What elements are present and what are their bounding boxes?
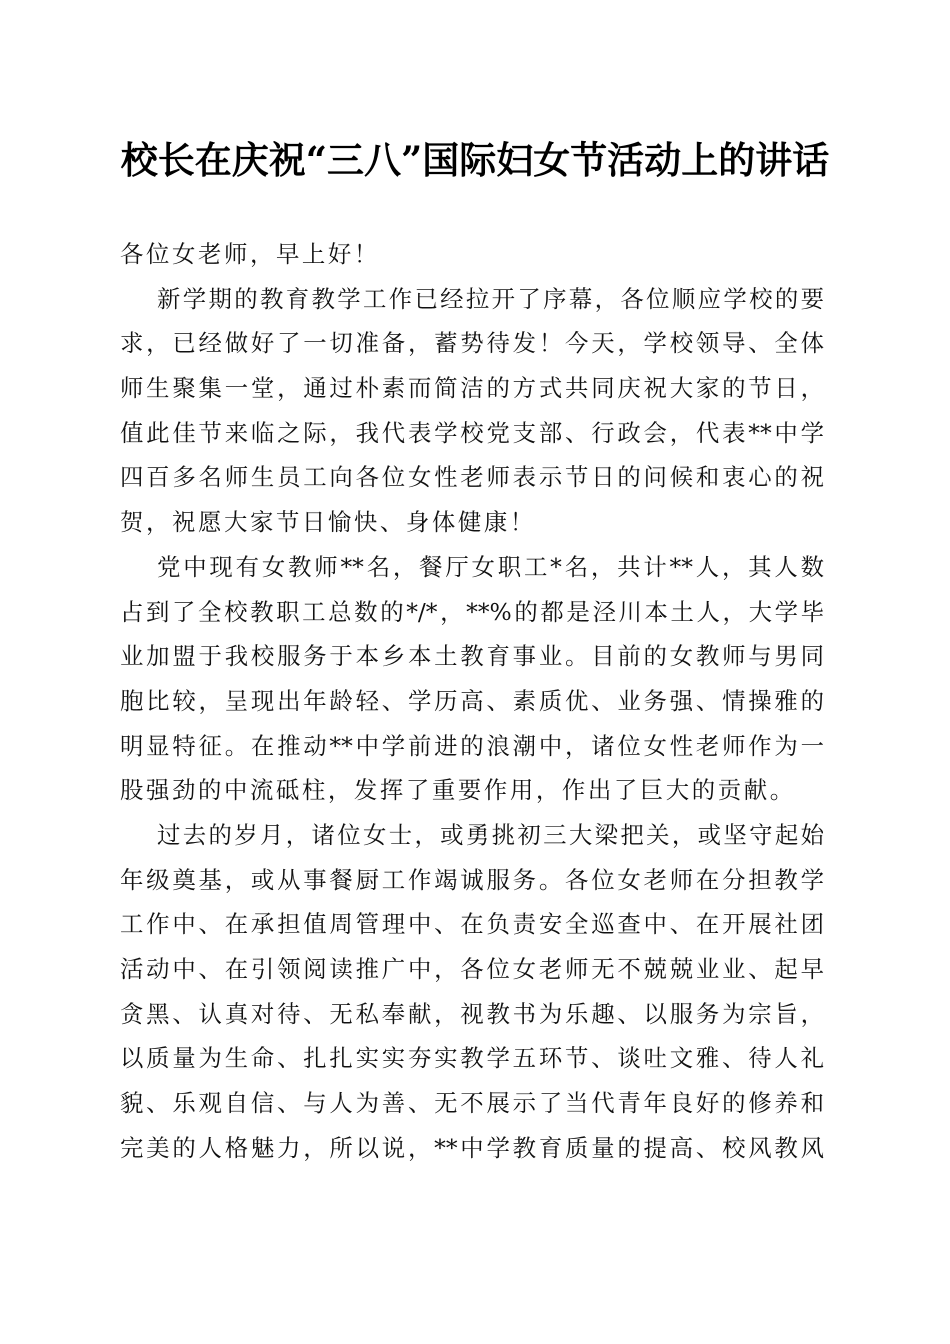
text-line: 党中现有女教师**名，餐厅女职工*名，共计**人，其人数	[157, 552, 824, 581]
text-line: 业加盟于我校服务于本乡本土教育事业。目前的女教师与男同	[120, 642, 824, 671]
text-line: 活动中、在引领阅读推广中，各位女老师无不兢兢业业、起早	[120, 955, 824, 983]
text-line: 明显特征。在推动**中学前进的浪潮中，诸位女性老师作为一	[120, 731, 824, 760]
paragraph-1	[120, 277, 824, 545]
text-line: 贺，祝愿大家节日愉快、身体健康！	[120, 508, 536, 537]
text-line: 工作中、在承担值周管理中、在负责安全巡查中、在开展社团	[120, 910, 824, 939]
text-line: 股强劲的中流砥柱，发挥了重要作用，作出了巨大的贡献。	[120, 776, 796, 805]
text-line: 胞比较，呈现出年龄轻、学历高、素质优、业务强、情操雅的	[120, 686, 824, 715]
text-line: 贪黑、认真对待、无私奉献，视教书为乐趣、以服务为宗旨，	[120, 999, 824, 1028]
paragraph-2	[120, 545, 824, 813]
greeting-line: 各位女老师，早上好！	[120, 240, 380, 268]
text-line: 完美的人格魅力，所以说，**中学教育质量的提高、校风教风	[120, 1133, 824, 1162]
text-line: 新学期的教育教学工作已经拉开了序幕，各位顺应学校的要	[157, 284, 824, 313]
text-line: 师生聚集一堂，通过朴素而简洁的方式共同庆祝大家的节日，	[120, 374, 824, 403]
paragraph-3	[120, 813, 824, 1171]
text-line: 以质量为生命、扎扎实实夯实教学五环节、谈吐文雅、待人礼	[120, 1044, 824, 1073]
text-line: 值此佳节来临之际，我代表学校党支部、行政会，代表**中学	[120, 418, 824, 447]
document-title: 校长在庆祝“三八”国际妇女节活动上的讲话	[120, 138, 830, 182]
text-line: 占到了全校教职工总数的*/*，**%的都是泾川本土人，大学毕	[120, 597, 824, 626]
text-line: 求，已经做好了一切准备，蓄势待发！今天，学校领导、全体	[120, 329, 824, 358]
text-line: 四百多名师生员工向各位女性老师表示节日的问候和衷心的祝	[120, 463, 824, 492]
text-line: 年级奠基，或从事餐厨工作竭诚服务。各位女老师在分担教学	[120, 865, 824, 894]
document-body	[120, 232, 824, 1170]
text-line: 貌、乐观自信、与人为善、无不展示了当代青年良好的修养和	[120, 1089, 824, 1118]
text-line: 过去的岁月，诸位女士，或勇挑初三大梁把关，或坚守起始	[157, 820, 824, 849]
